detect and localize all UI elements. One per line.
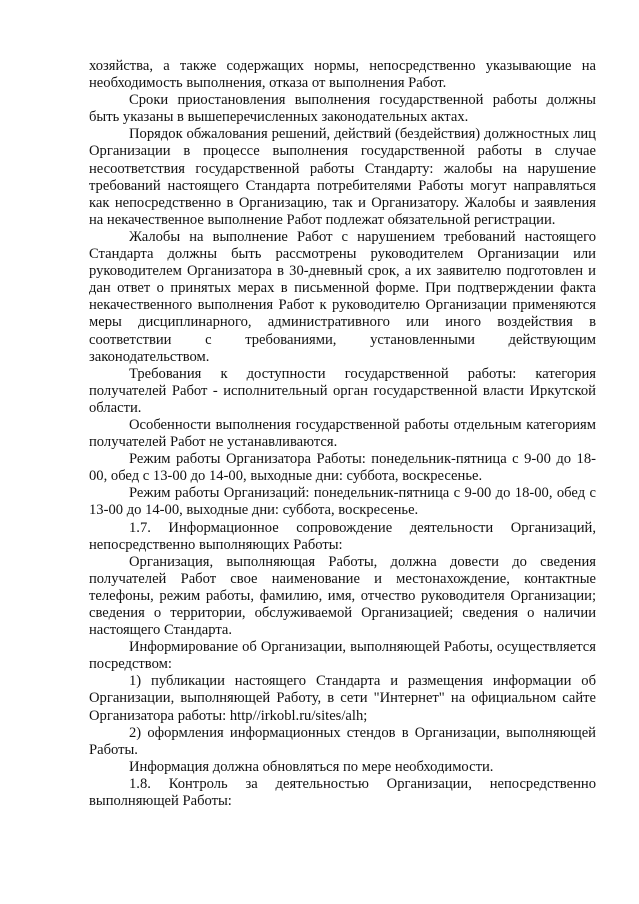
paragraph-information-duty: Организация, выполняющая Работы, должна довести до сведения получателей Работ свое наименование и местонахождение, контактные телефоны, режим работы, фамилию, имя, отчество руководителя Организации; сведения о территории, обслуживаемой Организацией; сведения о наличии настоящего Стандарта. [89,553,596,639]
paragraph-complaints-review: Жалобы на выполнение Работ с нарушением требований настоящего Стандарта должны быть рассмотрены руководителем Организации или руководителем Организатора в 30-дневный срок, а их заявителю подготовлен и дан ответ о принятых мерах в письменной форме. При подтверждении факта некачественного выполнения Работ к руководителю Организации применяются меры дисциплинарного, административного или иного воздействия в соответствии с требованиями, установленными действующим законодательством. [89,228,596,365]
paragraph-continuation: хозяйства, а также содержащих нормы, непосредственно указывающие на необходимость выполнения, отказа от выполнения Работ. [89,58,596,92]
paragraph-special-categories: Особенности выполнения государственной работы отдельным категориям получателей Работ не устанавливаются. [89,416,596,451]
section-heading-1-8: 1.8. Контроль за деятельностью Организации, непосредственно выполняющей Работы: [89,775,596,810]
list-item-publication: 1) публикации настоящего Стандарта и размещения информации об Организации, выполняющей Работу, в сети "Интернет" на официальном сайте Организатора работы: http//irkobl.ru/sites/alh; [89,673,596,724]
document-page [89,58,596,810]
paragraph-accessibility-requirements: Требования к доступности государственной работы: категория получателей Работ - исполнительный орган государственной власти Иркутской области. [89,365,596,416]
paragraph-appeal-procedure: Порядок обжалования решений, действий (бездействия) должностных лиц Организации в процессе выполнения государственной работы в случае несоответствия государственной работы Стандарту: жалобы на нарушение требований настоящего Стандарта потребителями Работы могут направляться как непосредственно в Организацию, так и Организатору. Жалобы и заявления на некачественное выполнение Работ подлежат обязательной регистрации. [89,126,596,228]
list-item-stands: 2) оформления информационных стендов в Организации, выполняющей Работы. [89,724,596,758]
section-heading-1-7: 1.7. Информационное сопровождение деятельности Организаций, непосредственно выполняющих Работы: [89,519,596,553]
paragraph-suspension-terms: Сроки приостановления выполнения государственной работы должны быть указаны в вышеперечисленных законодательных актах. [89,92,596,126]
paragraph-organizations-schedule: Режим работы Организаций: понедельник-пятница с 9-00 до 18-00, обед с 13-00 до 14-00, выходные дни: суббота, воскресенье. [89,485,596,519]
paragraph-informing-means: Информирование об Организации, выполняющей Работы, осуществляется посредством: [89,639,596,673]
paragraph-info-update: Информация должна обновляться по мере необходимости. [129,758,494,775]
paragraph-organizer-schedule: Режим работы Организатора Работы: понедельник-пятница с 9-00 до 18-00, обед с 13-00 до 14-00, выходные дни: суббота, воскресенье. [89,451,596,485]
